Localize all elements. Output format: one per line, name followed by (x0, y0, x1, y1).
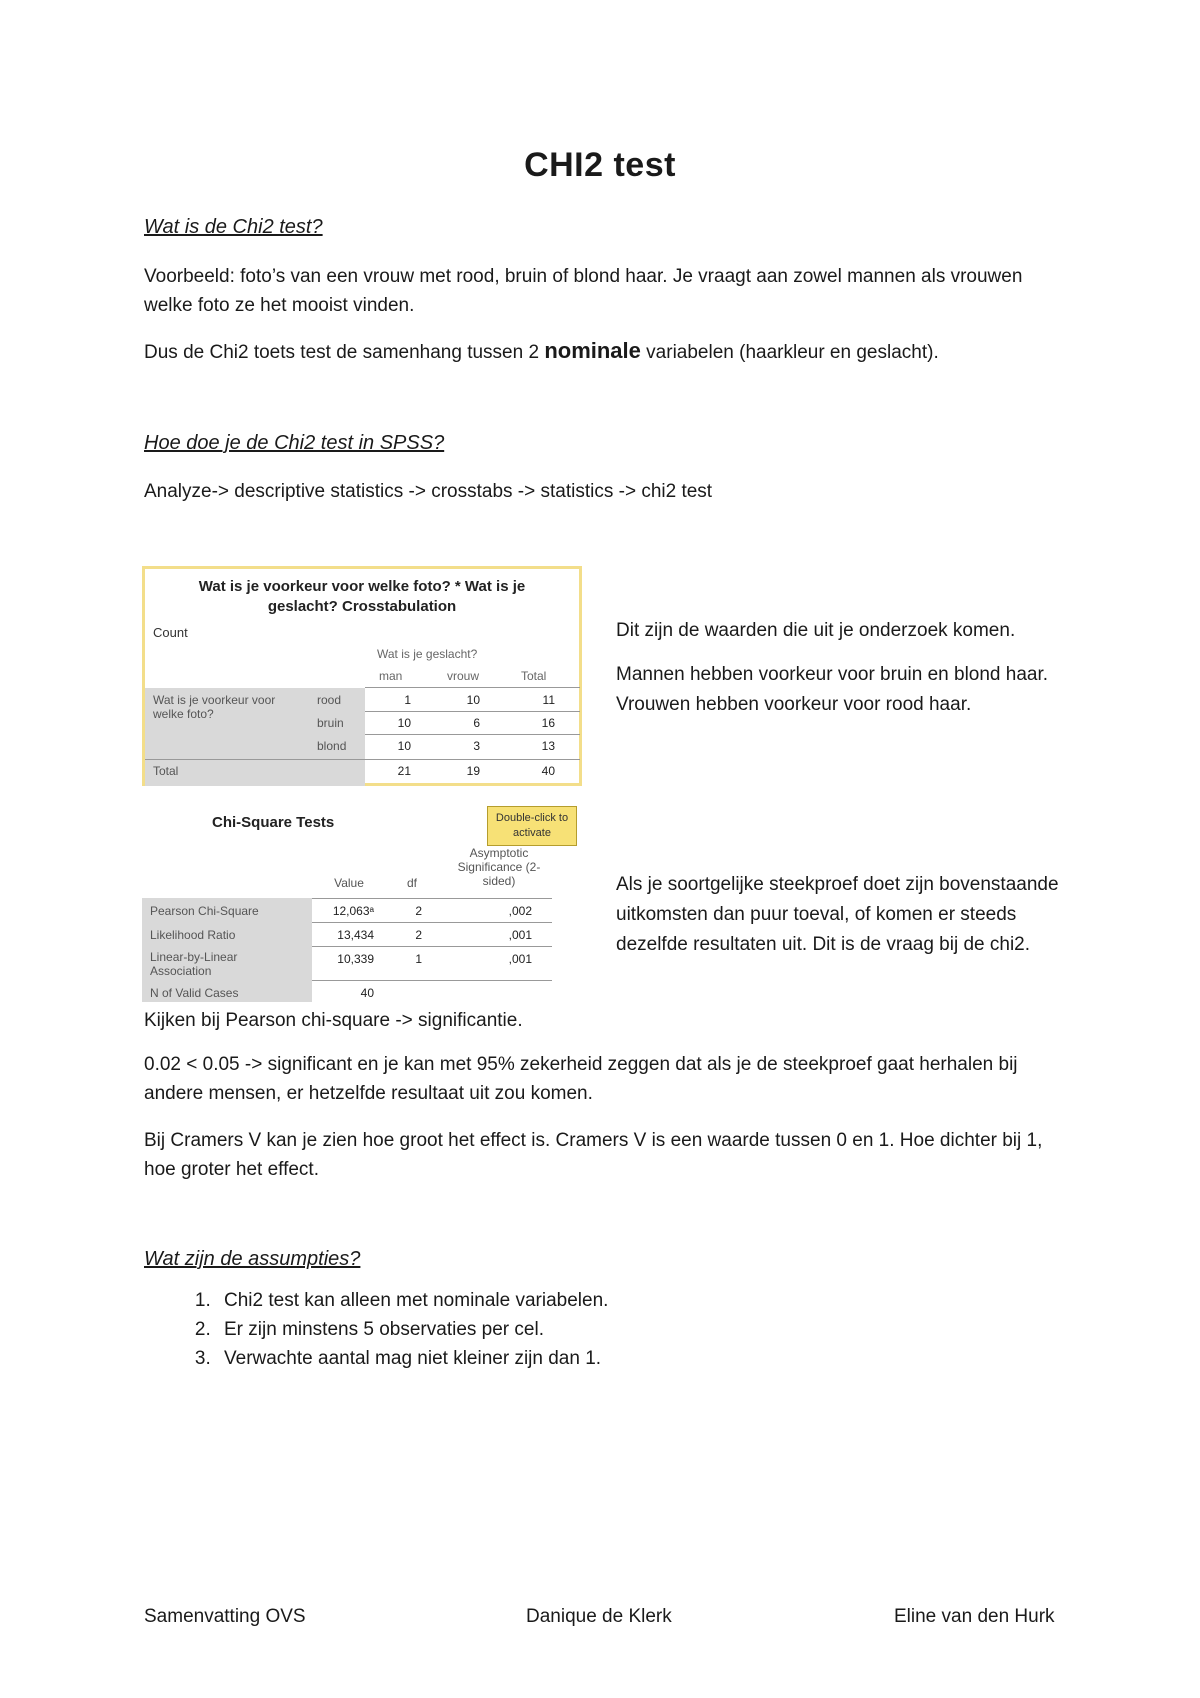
chi-square-sig: ,002 (508, 904, 532, 918)
section-heading-what-is: Wat is de Chi2 test? (144, 216, 323, 238)
paragraph-cramers-v: Bij Cramers V kan je zien hoe groot het effect is. Cramers V is een waarde tussen 0 en 1. Hoe dichter bij 1, hoe groter het effect. (144, 1130, 1043, 1180)
crosstab-col-header: man (379, 669, 403, 683)
chi-square-row-label: Likelihood Ratio (150, 928, 236, 942)
chi-square-sig: ,001 (508, 952, 532, 966)
crosstab-cell: 16 (541, 716, 555, 730)
crosstab-total-cell: 40 (541, 764, 555, 778)
paragraph-example: Voorbeeld: foto’s van een vrouw met rood, bruin of blond haar. Je vraagt aan zowel mannen als vrouwen welke foto ze het mooist vinden. (144, 266, 1023, 316)
chi-square-df: 2 (415, 904, 422, 918)
chi-square-table (142, 806, 582, 1002)
crosstab-cell: 3 (473, 739, 480, 753)
spss-menu-path: Analyze-> descriptive statistics -> crosstabs -> statistics -> chi2 test (144, 481, 713, 502)
side-paragraph-question: Als je soortgelijke steekproef doet zijn bovenstaande uitkomsten dan puur toeval, of komen er steeds dezelfde resultaten uit. Dit is de vraag bij de chi2. (616, 874, 1059, 955)
crosstab-total-label: Total (153, 764, 179, 778)
list-item: 3. Verwachte aantal mag niet kleiner zijn dan 1. (216, 1344, 608, 1373)
crosstab-count-label: Count (153, 625, 188, 640)
assumptions-list (144, 1286, 608, 1373)
chi-square-row-label: Pearson Chi-Square (150, 904, 259, 918)
chi-square-df: 2 (415, 928, 422, 942)
paragraph-pearson: Kijken bij Pearson chi-square -> significantie. (144, 1010, 523, 1031)
crosstab-title: Wat is je voorkeur voor welke foto? * Wat is je geslacht? Crosstabulation (198, 578, 526, 615)
crosstab-row-label: rood (317, 693, 342, 707)
chi-square-row-label: N of Valid Cases (150, 986, 239, 1000)
footer-center: Danique de Klerk (526, 1606, 672, 1627)
activate-tooltip[interactable]: Double-click to activate (487, 806, 577, 846)
chi-square-col-header: df (406, 876, 417, 890)
crosstab-row-label: bruin (317, 716, 344, 730)
crosstab-cell: 13 (541, 739, 555, 753)
paragraph-significant: 0.02 < 0.05 -> significant en je kan met 95% zekerheid zeggen dat als je de steekproef gaat herhalen bij andere mensen, er hetzelfde resultaat uit zou komen. (144, 1054, 1018, 1104)
chi-square-value: 40 (360, 986, 374, 1000)
crosstab-total-cell: 21 (397, 764, 411, 778)
crosstab-cell: 10 (397, 716, 411, 730)
side-paragraph-preference: Mannen hebben voorkeur voor bruin en blond haar. Vrouwen hebben voorkeur voor rood haar. (616, 664, 1049, 715)
list-item: 2. Er zijn minstens 5 observaties per cel. (216, 1315, 608, 1344)
crosstab-cell: 1 (404, 693, 411, 707)
chi-square-title: Chi-Square Tests (212, 814, 335, 831)
chi-square-col-header: Value (334, 876, 364, 890)
chi-square-sig: ,001 (508, 928, 532, 942)
crosstab-col-header: Total (521, 669, 547, 683)
side-paragraph-values: Dit zijn de waarden die uit je onderzoek komen. (616, 620, 1016, 641)
paragraph-nominal: Dus de Chi2 toets test de samenhang tussen 2 nominale variabelen (haarkleur en geslacht). (144, 338, 939, 363)
chi-square-value: 13,434 (337, 928, 374, 942)
crosstab-cell: 11 (542, 693, 555, 707)
section-heading-spss: Hoe doe je de Chi2 test in SPSS? (144, 432, 445, 454)
crosstab-cell: 10 (466, 693, 480, 707)
crosstab-col-header: vrouw (447, 669, 480, 683)
crosstab-total-cell: 19 (466, 764, 480, 778)
crosstab-group-header: Wat is je geslacht? (377, 647, 478, 661)
chi-square-row-label: Linear-by-Linear Association (150, 950, 238, 978)
chi-square-col-header: Asymptotic Significance (2-sided) (457, 846, 541, 888)
chi-square-value: 12,063ᵃ (332, 904, 374, 918)
footer-right: Eline van den Hurk (894, 1606, 1055, 1627)
footer-left: Samenvatting OVS (144, 1606, 306, 1627)
crosstab-cell: 6 (473, 716, 480, 730)
crosstab-row-var-label: Wat is je voorkeur voor welke foto? (153, 693, 276, 721)
chi-square-df: 1 (415, 952, 422, 966)
crosstab-cell: 10 (397, 739, 411, 753)
list-item: 1. Chi2 test kan alleen met nominale variabelen. (216, 1286, 608, 1315)
chi-square-value: 10,339 (337, 952, 374, 966)
crosstab-row-label: blond (317, 739, 347, 753)
crosstab-table (142, 566, 582, 786)
page-title: CHI2 test (524, 146, 676, 184)
section-heading-assumptions: Wat zijn de assumpties? (144, 1248, 361, 1270)
